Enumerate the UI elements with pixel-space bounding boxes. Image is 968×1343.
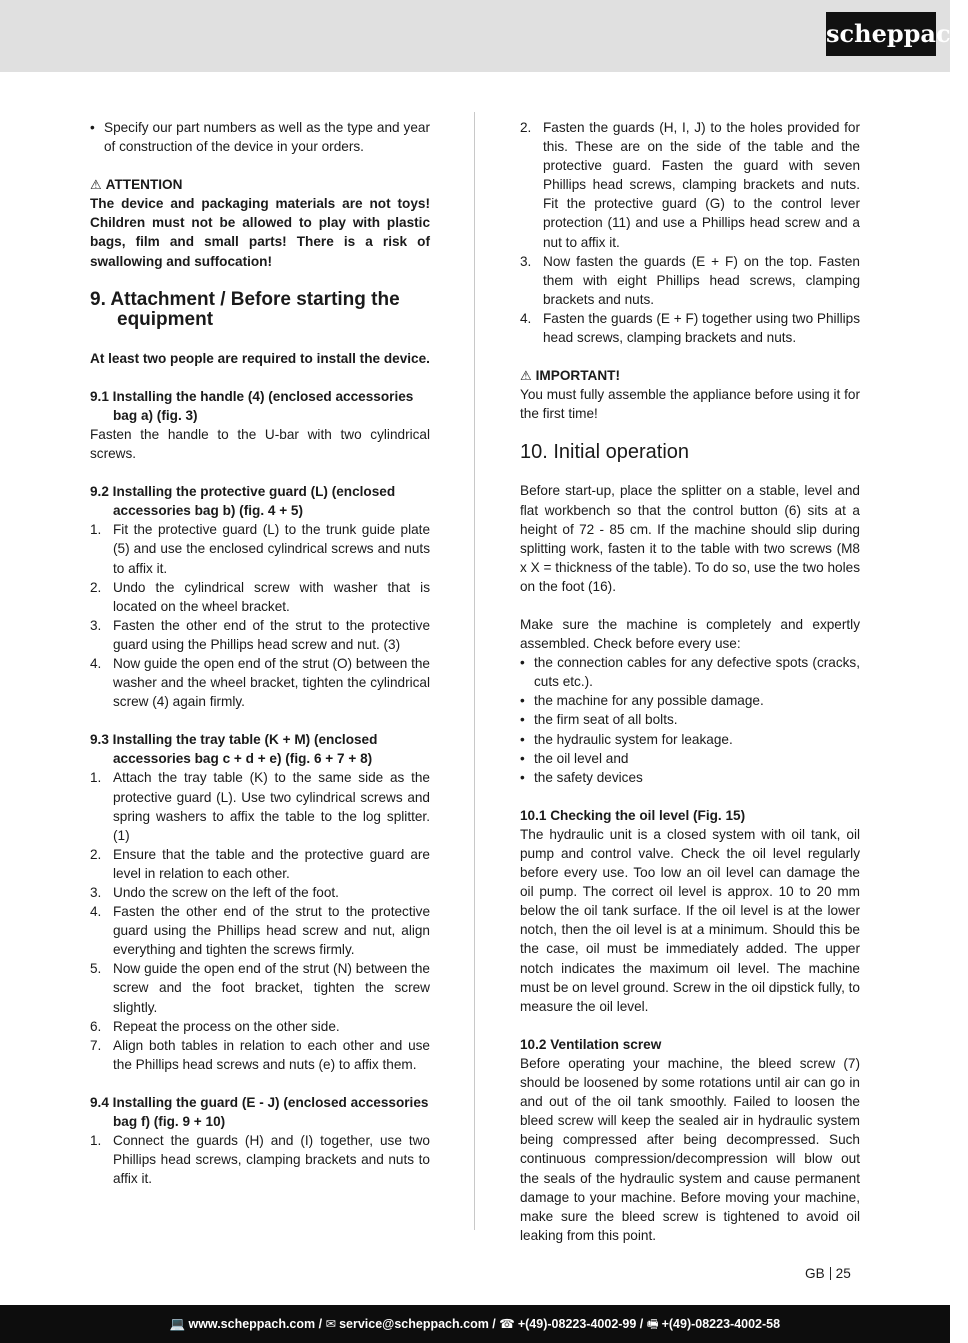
check-list bbox=[520, 653, 860, 787]
subsection-9-4-list-continued bbox=[520, 118, 860, 347]
subsection-9-3-list bbox=[90, 768, 430, 1074]
list-item: • the firm seat of all bolts. bbox=[520, 712, 678, 728]
list-item: 1. Attach the tray table (K) to the same side as the protective guard (L). Use two cylindrical screws and spring washers to affix the table to the log splitter. (1) bbox=[90, 770, 430, 843]
list-item: 3. Now fasten the guards (E + F) on the top. Fasten them with eight Phillips head screws, clamping brackets and nuts. bbox=[520, 253, 860, 307]
attention-text: The device and packaging materials are not toys! Children must not be allowed to play with plastic bags, film and small parts! There is a risk of swallowing and suffocation! bbox=[90, 196, 430, 269]
subsection-9-1-title: 9.1 Installing the handle (4) (enclosed accessories bag a) (fig. 3) bbox=[90, 388, 414, 423]
list-item: 4. Fasten the other end of the strut to the protective guard using the Phillips head screw and nut, align everything and tighten the screws firmly. bbox=[90, 904, 430, 958]
footer-website[interactable]: www.scheppach.com / bbox=[188, 1317, 323, 1331]
list-item: 2. Ensure that the table and the protective guard are level in relation to each other. bbox=[90, 846, 430, 881]
computer-icon: 💻 bbox=[169, 1317, 186, 1331]
list-item: 3. Fasten the other end of the strut to the protective guard using the Phillips head screw and nut. (3) bbox=[90, 617, 430, 652]
subsection-10-2-text: Before operating your machine, the bleed screw (7) should be loosened by some rotations until air can go in and out of the oil tank smoothly. Failed to loosen the bleed screw will keep the sealed air in hydraulic system being compressed after being decompressed. Such continuous compression/decompression will blow out the seals of the hydraulic system and cause permanent damage to your machine. Before moving your machine, make sure the bleed screw is tightened to avoid oil leaking from this point. bbox=[520, 1055, 860, 1243]
list-item: • the machine for any possible damage. bbox=[520, 693, 764, 709]
subsection-10-1-title: 10.1 Checking the oil level (Fig. 15) bbox=[520, 807, 746, 823]
list-item: 4. Fasten the guards (E + F) together using two Phillips head screws, clamping brackets and nuts. bbox=[520, 310, 860, 346]
list-item: • the oil level and bbox=[520, 750, 629, 766]
subsection-10-1-text: The hydraulic unit is a closed system with oil tank, oil pump and control valve. Check the oil level regularly before every use. Too low an oil level can damage the oil pump. The correct oil level is approx. 10 to 20 mm below the oil tank surface. If the oil level is at the lower notch, then the oil level is at a minimum. Should this be the case, oil must be immediately added. The upper notch indicates the maximum oil level. The machine must be on level ground. Screw in the oil dipstick fully, to measure the oil level. bbox=[520, 826, 860, 1014]
page-number-value: 25 bbox=[835, 1266, 851, 1281]
important-text: You must fully assemble the appliance before using it for the first time! bbox=[520, 387, 860, 422]
footer-fax: +(49)-08223-4002-58 bbox=[661, 1317, 781, 1331]
mail-icon: ✉ bbox=[325, 1317, 337, 1331]
list-item: 5. Now guide the open end of the strut (N) between the screw and the foot bracket, tighten the screw slightly. bbox=[90, 961, 430, 1015]
list-item: 2. Fasten the guards (H, I, J) to the holes provided for this. These are on the side of the table and the protective guard. Fasten the guard with seven Phillips head screws, clamping brackets and nuts. Fit the protective guard (G) to the control lever protection (11) and use a Phillips head screw and a nut to affix it. bbox=[520, 120, 860, 250]
section-10-paragraph-1: Before start-up, place the splitter on a stable, level and flat workbench so that the control button (6) sits at a height of 72 - 85 cm. If the machine should slip during splitting work, fasten it to the table with two screws (M8 x X = thickness of the table). To do so, use the two holes on the foot (16). bbox=[520, 483, 860, 594]
page-number bbox=[805, 1266, 851, 1281]
section-10-title: 10. Initial operation bbox=[520, 441, 690, 464]
list-item: 1. Fit the protective guard (L) to the trunk guide plate (5) and use the enclosed cylindrical screws and nuts to affix it. bbox=[90, 522, 430, 576]
fax-icon: 🖷 bbox=[646, 1317, 659, 1331]
subsection-10-2-title: 10.2 Ventilation screw bbox=[520, 1036, 662, 1052]
list-item: 4. Now guide the open end of the strut (O) between the washer and the wheel bracket, tighten the cylindrical screw (4) again firmly. bbox=[90, 655, 430, 710]
left-column bbox=[90, 118, 430, 1188]
warning-icon: ⚠ bbox=[90, 177, 102, 193]
section-10-paragraph-2: Make sure the machine is completely and expertly assembled. Check before every use: bbox=[520, 616, 860, 652]
phone-icon: ☎ bbox=[499, 1317, 515, 1331]
intro-list bbox=[90, 118, 430, 156]
important-heading: ⚠ IMPORTANT! bbox=[520, 366, 860, 385]
section-9-intro: At least two people are required to install the device. bbox=[90, 350, 430, 366]
subsection-9-2-list bbox=[90, 520, 430, 711]
subsection-9-4-title: 9.4 Installing the guard (E - J) (enclosed accessories bag f) (fig. 9 + 10) bbox=[90, 1094, 429, 1130]
list-item: • the safety devices bbox=[520, 769, 643, 785]
warning-icon: ⚠ bbox=[520, 368, 532, 384]
subsection-9-4-list bbox=[90, 1131, 430, 1188]
language-code: GB bbox=[805, 1266, 825, 1281]
list-item: 2. Undo the cylindrical screw with washer that is located on the wheel bracket. bbox=[90, 579, 430, 614]
right-column bbox=[520, 118, 860, 1245]
list-item: 3. Undo the screw on the left of the foot. bbox=[90, 885, 339, 900]
brand-logo: scheppach bbox=[826, 12, 936, 56]
attention-heading: ⚠ ATTENTION bbox=[90, 175, 430, 194]
column-divider bbox=[474, 112, 475, 1230]
footer-phone: +(49)-08223-4002-99 / bbox=[517, 1317, 644, 1331]
section-9-title: 9. Attachment / Before starting the equipment bbox=[90, 288, 400, 330]
footer-email[interactable]: service@scheppach.com / bbox=[339, 1317, 496, 1331]
list-item: 1. Connect the guards (H) and (I) together, use two Phillips head screws, clamping brackets and nuts to affix it. bbox=[90, 1133, 430, 1187]
header-band bbox=[0, 0, 950, 72]
list-item: • the hydraulic system for leakage. bbox=[520, 731, 733, 747]
subsection-9-1-text: Fasten the handle to the U-bar with two cylindrical screws. bbox=[90, 426, 430, 462]
subsection-9-3-title: 9.3 Installing the tray table (K + M) (enclosed accessories bag c + d + e) (fig. 6 + 7 + 8) bbox=[90, 732, 378, 767]
list-item: • Specify our part numbers as well as the type and year of construction of the device in your orders. bbox=[90, 120, 430, 155]
list-item: • the connection cables for any defective spots (cracks, cuts etc.). bbox=[520, 655, 860, 690]
list-item: 6. Repeat the process on the other side. bbox=[90, 1018, 340, 1034]
subsection-9-2-title: 9.2 Installing the protective guard (L) (enclosed accessories bag b) (fig. 4 + 5) bbox=[90, 484, 396, 519]
footer-bar bbox=[0, 1305, 950, 1343]
list-item: 7. Align both tables in relation to each other and use the Phillips head screws and nuts (e) to affix them. bbox=[90, 1037, 430, 1072]
